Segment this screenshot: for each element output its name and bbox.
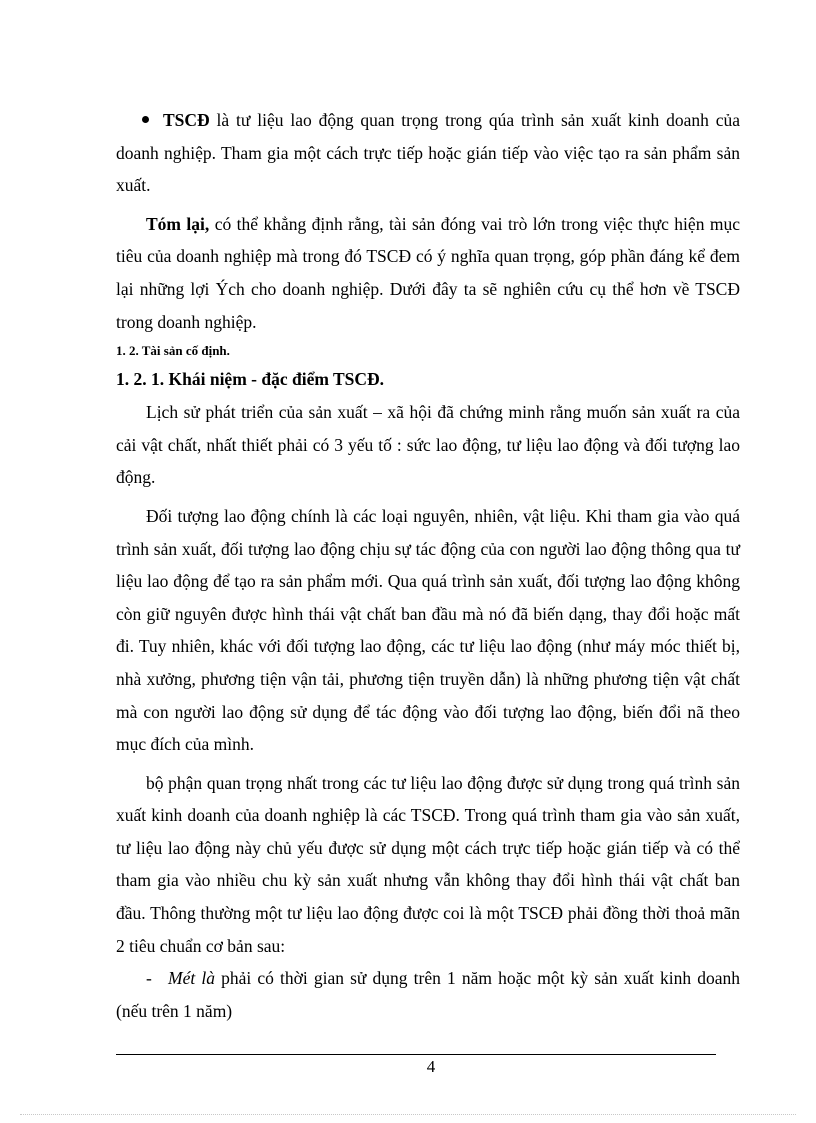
subsection-heading: 1. 2. 1. Khái niệm - đặc điểm TSCĐ. (116, 369, 385, 390)
page-edge (20, 1114, 796, 1115)
document-body (116, 104, 740, 1027)
page-number: 4 (426, 1057, 436, 1076)
section-heading: 1. 2. Tài sản cố định. (116, 343, 230, 359)
criterion-one (116, 962, 740, 1027)
bullet-lead: TSCĐ (163, 110, 210, 130)
paragraph-history: Lịch sử phát triển của sản xuất – xã hội đã chứng minh rằng muốn sản xuất ra của cải vật chất, nhất thiết phải có 3 yếu tố : sức lao động, tư liệu lao động và đối tượng lao động. (116, 402, 740, 488)
criterion-lead: Mét là (168, 968, 215, 989)
footer-rule (116, 1054, 716, 1055)
paragraph-fixed-assets: bộ phận quan trọng nhất trong các tư liệu lao động được sử dụng trong quá trình sản xuất kinh doanh của doanh nghiệp là các TSCĐ. Trong quá trình tham gia vào sản xuất, tư liệu lao động này chủ yếu được sử dụng một cách trực tiếp hoặc gián tiếp và có thể tham gia vào nhiều chu kỳ sản xuất nhưng vẫn không thay đổi hình thái vật chất ban đầu. Thông thường một tư liệu lao động được coi là một TSCĐ phải đồng thời thoả mãn 2 tiêu chuẩn cơ bản sau: (116, 772, 740, 956)
paragraph-labor-object: Đối tượng lao động chính là các loại nguyên, nhiên, vật liệu. Khi tham gia vào quá trình sản xuất, đối tượng lao động chịu sự tác động của con người lao động thông qua tư liệu lao động để tạo ra sản phẩm mới. Qua quá trình sản xuất, đối tượng lao động không còn giữ nguyên được hình thái vật chất ban đầu mà nó đã biến dạng, thay đổi hoặc mất đi. Tuy nhiên, khác với đối tượng lao động, các tư liệu lao động (như máy móc thiết bị, nhà xưởng, phương tiện vận tải, phương tiện truyền dẫn) là những phương tiện vật chất mà con người lao động sử dụng để tác động vào đối tượng lao động, biến đổi nã theo mục đích của mình. (116, 505, 740, 755)
bullet-icon (142, 116, 149, 123)
criterion-text: phải có thời gian sử dụng trên 1 năm hoặc một kỳ sản xuất kinh doanh (nếu trên 1 năm) (116, 968, 740, 1021)
bullet-text: là tư liệu lao động quan trọng trong qúa trình sản xuất kinh doanh của doanh nghiệp. Tham gia một cách trực tiếp hoặc gián tiếp vào việc tạo ra sản phẩm sản xuất. (116, 110, 740, 196)
bullet-paragraph (116, 104, 740, 202)
summary-lead: Tóm lại, (146, 213, 210, 234)
summary-paragraph (116, 208, 740, 338)
dash-marker: - (146, 968, 152, 989)
summary-text: có thể khẳng định rằng, tài sản đóng vai trò lớn trong việc thực hiện mục tiêu của doanh nghiệp mà trong đó TSCĐ có ý nghĩa quan trọng, góp phần đáng kể đem lại những lợi Ých cho doanh nghiệp. Dưới đây ta sẽ nghiên cứu cụ thể hơn về TSCĐ trong doanh nghiệp. (116, 213, 740, 332)
